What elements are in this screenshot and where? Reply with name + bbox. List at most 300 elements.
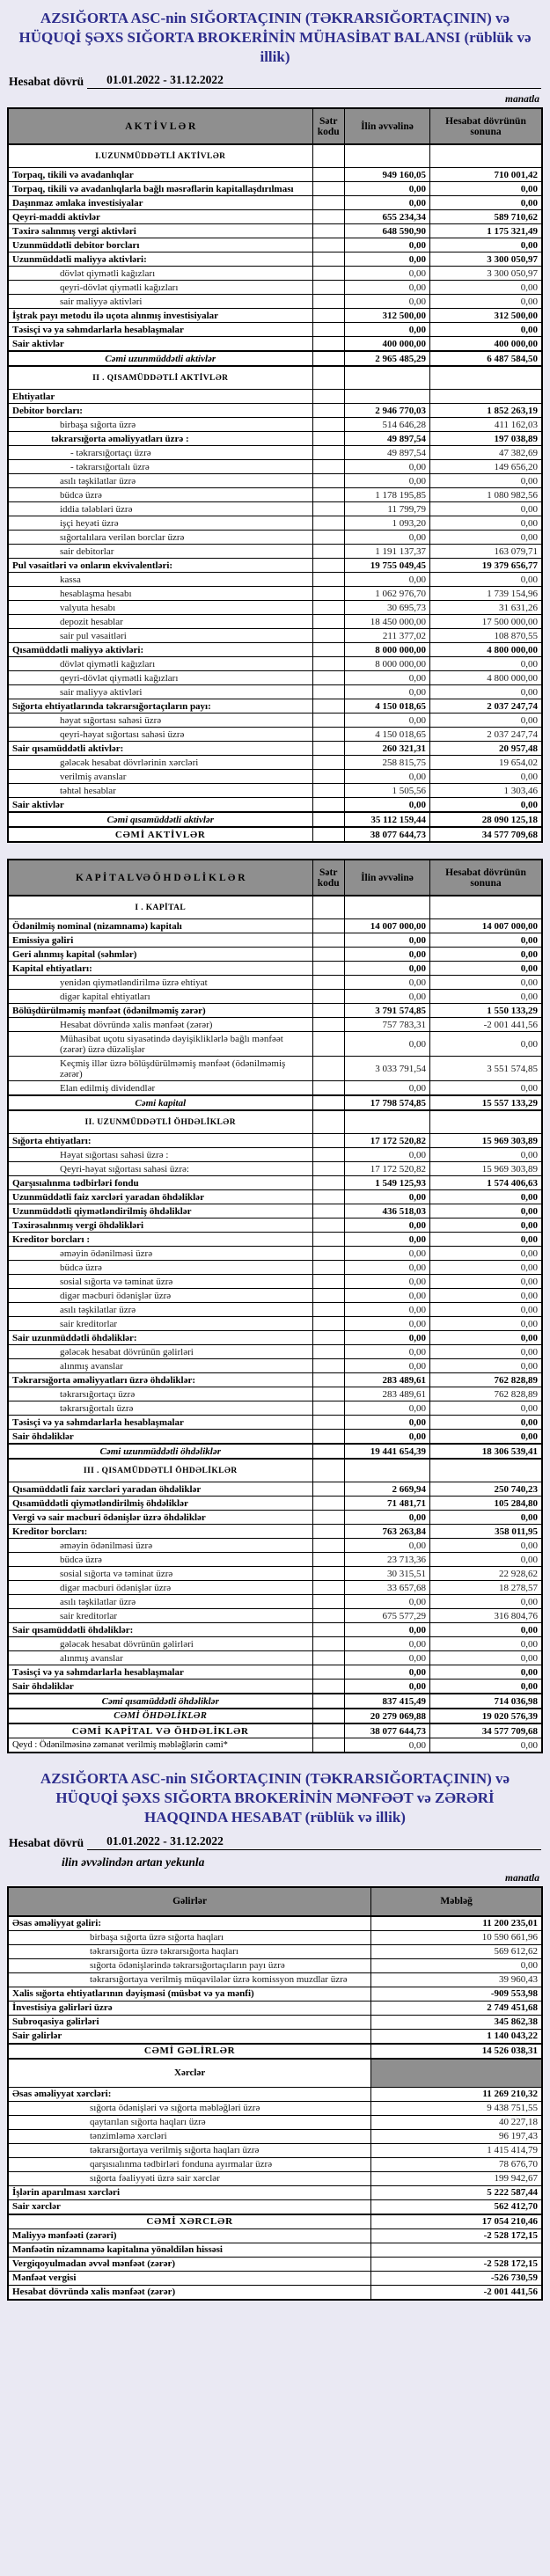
row-label: Qeyri-maddi aktivlər — [8, 210, 312, 224]
table-row — [8, 2228, 542, 2243]
row-value: 0,00 — [344, 1430, 429, 1445]
table-row — [8, 1359, 542, 1373]
row-value — [430, 896, 542, 919]
table-row — [8, 1331, 542, 1345]
row-value: 31 631,26 — [430, 601, 542, 615]
assets-header-code: Sətr kodu — [312, 108, 344, 144]
row-value — [430, 1110, 542, 1134]
row-value — [312, 1511, 344, 1525]
row-label: Ödənilmiş nominal (nizamnamə) kapitalı — [8, 919, 312, 933]
row-value: 0,00 — [344, 531, 429, 545]
row-value: 2 749 451,68 — [371, 2001, 542, 2015]
row-label: CƏMİ ÖHDƏLİKLƏR — [8, 1709, 312, 1723]
row-label: Cəmi uzunmüddətli aktivlər — [8, 351, 312, 366]
capital-header-start: İlin əvvəlinə — [344, 860, 429, 896]
table-row — [8, 1930, 542, 1944]
row-label: qaytarılan sığorta haqları üzrə — [8, 2115, 371, 2129]
row-value: 17 172 520,82 — [344, 1162, 429, 1176]
table-row — [8, 1110, 542, 1134]
row-label: Cəmi kapital — [8, 1095, 312, 1110]
table-row — [8, 2185, 542, 2199]
row-value: 105 284,80 — [430, 1497, 542, 1511]
row-value: 0,00 — [344, 1218, 429, 1233]
table-row — [8, 2257, 542, 2271]
row-value — [312, 1373, 344, 1387]
row-label: İştrak payı metodu ilə uçota alınmış investisiyalar — [8, 309, 312, 323]
row-value — [312, 1148, 344, 1162]
row-label: Ehtiyatlar — [8, 390, 312, 404]
row-label: əməyin ödənilməsi üzrə — [8, 1539, 312, 1553]
row-label: büdcə üzrə — [8, 488, 312, 502]
row-label: Debitor borcları: — [8, 404, 312, 418]
row-value — [312, 1553, 344, 1567]
row-value: 0,00 — [430, 1233, 542, 1247]
row-value — [312, 1359, 344, 1373]
table-row — [8, 976, 542, 990]
row-value: 35 112 159,44 — [344, 812, 429, 827]
table-row — [8, 699, 542, 714]
row-value — [312, 1275, 344, 1289]
row-label: CƏMİ AKTİVLƏR — [8, 827, 312, 842]
capital-header-label: K A P İ T A L VƏ Ö H D Ə L İ K L Ə R — [8, 860, 312, 896]
row-value — [344, 144, 429, 168]
row-value: 38 077 644,73 — [344, 1723, 429, 1738]
table-row — [8, 827, 542, 842]
table-row — [8, 337, 542, 352]
row-value — [312, 657, 344, 671]
row-value: 19 020 576,39 — [430, 1709, 542, 1723]
currency-note-2: manatla — [505, 1872, 539, 1884]
row-value: 250 740,23 — [430, 1482, 542, 1497]
table-row — [8, 2029, 542, 2044]
row-label: sığorta ödənişlərində təkrarsığortaçıların payı üzrə — [8, 1958, 371, 1972]
table-row — [8, 210, 542, 224]
report-period-underline-2 — [87, 1834, 541, 1850]
row-value: 5 222 587,44 — [371, 2185, 542, 2199]
row-value — [312, 1057, 344, 1081]
row-value: 71 481,71 — [344, 1497, 429, 1511]
table-row — [8, 615, 542, 629]
row-value: 0,00 — [344, 1247, 429, 1261]
table-row — [8, 896, 542, 919]
row-value — [312, 629, 344, 643]
row-value — [312, 933, 344, 948]
row-label: III . QISAMÜDDƏTLİ ÖHDƏLİKLƏR — [8, 1459, 312, 1482]
table-row — [8, 1317, 542, 1331]
income-header-label: Gəlirlər — [8, 1887, 371, 1916]
row-value: 283 489,61 — [344, 1373, 429, 1387]
row-value — [312, 798, 344, 813]
row-value: 3 791 574,85 — [344, 1004, 429, 1018]
row-value: 19 441 654,39 — [344, 1444, 429, 1459]
row-label: əməyin ödənilməsi üzrə — [8, 1247, 312, 1261]
table-row — [8, 1459, 542, 1482]
row-label: Hesabat dövründə xalis mənfəət (zərər) — [8, 2285, 371, 2300]
table-row — [8, 1430, 542, 1445]
table-row — [8, 351, 542, 366]
row-value — [312, 488, 344, 502]
row-value: 312 500,00 — [344, 309, 429, 323]
report-period-label: Hesabat dövrü — [9, 75, 84, 89]
row-value: 0,00 — [344, 1317, 429, 1331]
capital-liabilities-table — [7, 859, 543, 1753]
row-value: 49 897,54 — [344, 446, 429, 460]
table-row — [8, 238, 542, 252]
row-label: Təsisçi və ya səhmdarlarla hesablaşmalar — [8, 1665, 312, 1680]
row-value — [344, 390, 429, 404]
row-value: 0,00 — [344, 252, 429, 267]
table-row — [8, 460, 542, 474]
row-value — [312, 827, 344, 842]
row-value: 0,00 — [344, 1261, 429, 1275]
row-label: İşlərin aparılması xərcləri — [8, 2185, 371, 2199]
row-value: 49 897,54 — [344, 432, 429, 446]
row-value: 0,00 — [344, 1081, 429, 1096]
row-label: II. UZUNMÜDDƏTLİ ÖHDƏLİKLƏR — [8, 1110, 312, 1134]
row-label: Keçmiş illər üzrə bölüşdürülməmiş mənfəət (ödənilməmiş zərər) — [8, 1057, 312, 1081]
row-label: sosial sığorta və təminat üzrə — [8, 1567, 312, 1581]
row-value: 0,00 — [430, 990, 542, 1004]
row-label: Subroqasiya gəlirləri — [8, 2015, 371, 2029]
assets-header-label: A K T İ V L Ə R — [8, 108, 312, 144]
row-label: asılı təşkilatlar üzrə — [8, 474, 312, 488]
row-label: Emissiya gəliri — [8, 933, 312, 948]
row-label: tənzimləmə xərcləri — [8, 2129, 371, 2143]
table-row — [8, 404, 542, 418]
row-value: 18 306 539,41 — [430, 1444, 542, 1459]
table-row — [8, 685, 542, 699]
row-value: 0,00 — [344, 990, 429, 1004]
table-row — [8, 1553, 542, 1567]
row-value: 20 279 069,88 — [344, 1709, 429, 1723]
row-value — [312, 728, 344, 742]
row-value: 3 300 050,97 — [430, 267, 542, 281]
section-gap — [7, 1753, 543, 1766]
row-value — [312, 474, 344, 488]
row-value — [312, 390, 344, 404]
row-value: 17 054 210,46 — [371, 2214, 542, 2229]
row-label: CƏMİ GƏLİRLƏR — [8, 2044, 371, 2059]
table-row — [8, 2101, 542, 2115]
capital-header-code: Sətr kodu — [312, 860, 344, 896]
row-label: sığorta fəaliyyəti üzrə sair xərclər — [8, 2171, 371, 2185]
row-value: 1 062 976,70 — [344, 587, 429, 601]
row-value: 0,00 — [344, 1331, 429, 1345]
row-value — [312, 1444, 344, 1459]
row-label: Əsas əməliyyat xərcləri: — [8, 2087, 371, 2101]
row-label: I.UZUNMÜDDƏTLİ AKTİVLƏR — [8, 144, 312, 168]
table-row — [8, 1651, 542, 1665]
report-period — [9, 73, 541, 89]
row-value — [344, 1459, 429, 1482]
row-value — [312, 404, 344, 418]
row-value: 345 862,38 — [371, 2015, 542, 2029]
row-value: 949 160,05 — [344, 168, 429, 182]
row-value: 22 928,62 — [430, 1567, 542, 1581]
row-value — [312, 1110, 344, 1134]
row-value: 0,00 — [430, 1247, 542, 1261]
row-value: 1 093,20 — [344, 516, 429, 531]
table-row — [8, 1972, 542, 1987]
row-value: 648 590,90 — [344, 224, 429, 238]
table-row — [8, 144, 542, 168]
row-value: 655 234,34 — [344, 210, 429, 224]
row-value — [312, 742, 344, 756]
row-value: 2 946 770,03 — [344, 404, 429, 418]
row-label: dövlət qiymətli kağızları — [8, 657, 312, 671]
row-label: büdcə üzrə — [8, 1261, 312, 1275]
report-period-underline — [87, 73, 541, 89]
table-row — [8, 1261, 542, 1275]
row-label: digər kapital ehtiyatları — [8, 990, 312, 1004]
row-value — [312, 1497, 344, 1511]
row-label: dövlət qiymətli kağızları — [8, 267, 312, 281]
row-value: 20 957,48 — [430, 742, 542, 756]
report-period-label-2: Hesabat dövrü — [9, 1835, 84, 1849]
row-value: 0,00 — [344, 1738, 429, 1753]
row-value: 4 150 018,65 — [344, 728, 429, 742]
row-label: sosial sığorta və təminat üzrə — [8, 1275, 312, 1289]
row-value: 10 590 661,96 — [371, 1930, 542, 1944]
table-row — [8, 573, 542, 587]
row-label: Mühasibat uçotu siyasətində dəyişikliklərlə bağlı mənfəət (zərər) üzrə düzəlişlər — [8, 1032, 312, 1057]
row-value: 0,00 — [430, 516, 542, 531]
row-label: Təkrarsığorta əməliyyatları üzrə öhdəliklər: — [8, 1373, 312, 1387]
row-value: 9 438 751,55 — [371, 2101, 542, 2115]
row-value: 78 676,70 — [371, 2157, 542, 2171]
table-row — [8, 516, 542, 531]
row-value: 0,00 — [430, 474, 542, 488]
row-value — [344, 366, 429, 390]
row-value: 260 321,31 — [344, 742, 429, 756]
row-value: 4 150 018,65 — [344, 699, 429, 714]
row-value — [312, 714, 344, 728]
table-row — [8, 2243, 542, 2257]
row-value — [312, 990, 344, 1004]
table-row — [8, 784, 542, 798]
table-row — [8, 1444, 542, 1459]
row-value: 837 415,49 — [344, 1694, 429, 1709]
row-value — [312, 1331, 344, 1345]
row-value: 411 162,03 — [430, 418, 542, 432]
row-label: Bölüşdürülməmiş mənfəət (ödənilməmiş zərər) — [8, 1004, 312, 1018]
row-value: 28 090 125,18 — [430, 812, 542, 827]
row-label: verilmiş avanslar — [8, 770, 312, 784]
row-value — [312, 685, 344, 699]
row-value: 436 518,03 — [344, 1204, 429, 1218]
row-value: 1 303,46 — [430, 784, 542, 798]
table-row — [8, 1916, 542, 1931]
row-value: 14 007 000,00 — [430, 919, 542, 933]
row-value: -526 730,59 — [371, 2271, 542, 2285]
table-row — [8, 1247, 542, 1261]
capital-table-header — [8, 860, 542, 896]
row-value — [312, 1176, 344, 1190]
row-value — [312, 323, 344, 337]
table-row — [8, 1525, 542, 1539]
table-row — [8, 1723, 542, 1738]
row-label: həyat sığortası sahəsi üzrə — [8, 714, 312, 728]
table-row — [8, 2015, 542, 2029]
table-row — [8, 196, 542, 210]
row-label: Qeyri-həyat sığortası sahəsi üzrə: — [8, 1162, 312, 1176]
table-row — [8, 1018, 542, 1032]
row-value: 0,00 — [344, 948, 429, 962]
table-row — [8, 1709, 542, 1723]
row-value: 15 969 303,89 — [430, 1162, 542, 1176]
row-value — [312, 1289, 344, 1303]
row-value: 562 412,70 — [371, 2199, 542, 2214]
row-value: 0,00 — [344, 1680, 429, 1694]
row-value: 11 200 235,01 — [371, 1916, 542, 1931]
row-value: 0,00 — [344, 714, 429, 728]
table-row — [8, 1623, 542, 1637]
table-row — [8, 1176, 542, 1190]
row-value: 0,00 — [430, 238, 542, 252]
table-row — [8, 1944, 542, 1958]
row-value — [312, 1303, 344, 1317]
row-value: 0,00 — [430, 1261, 542, 1275]
row-value: 0,00 — [430, 1289, 542, 1303]
row-value: 3 033 791,54 — [344, 1057, 429, 1081]
row-value: 19 654,02 — [430, 756, 542, 770]
row-label: işçi heyəti üzrə — [8, 516, 312, 531]
row-value — [312, 351, 344, 366]
row-value: 17 500 000,00 — [430, 615, 542, 629]
row-value: 283 489,61 — [344, 1387, 429, 1401]
table-row — [8, 281, 542, 295]
table-row — [8, 919, 542, 933]
row-value: 1 739 154,96 — [430, 587, 542, 601]
row-label: sair debitorlar — [8, 545, 312, 559]
table-row — [8, 168, 542, 182]
table-row — [8, 224, 542, 238]
row-label: alınmış avanslar — [8, 1651, 312, 1665]
row-value — [312, 1387, 344, 1401]
row-value: 39 960,43 — [371, 1972, 542, 1987]
row-value: 0,00 — [430, 685, 542, 699]
table-row — [8, 1387, 542, 1401]
row-value: 0,00 — [430, 1401, 542, 1416]
row-value — [312, 1018, 344, 1032]
row-value — [312, 1609, 344, 1623]
table-row — [8, 948, 542, 962]
report-period-value-2: 01.01.2022 - 31.12.2022 — [106, 1833, 224, 1848]
row-value: 0,00 — [344, 671, 429, 685]
row-value — [312, 1680, 344, 1694]
row-value: 2 037 247,74 — [430, 699, 542, 714]
table-row — [8, 1416, 542, 1430]
row-value — [312, 516, 344, 531]
table-row — [8, 1637, 542, 1651]
row-label: sair pul vəsaitləri — [8, 629, 312, 643]
balance-sheet-title: AZSIĞORTA ASC-nin SIĞORTAÇININ (TƏKRARSIĞORTAÇININ) və HÜQUQİ ŞƏXS SIĞORTA BROKERİNİN MÜHASİBAT BALANSI (rüblük və illik) — [18, 10, 532, 65]
table-row — [8, 488, 542, 502]
row-value — [312, 196, 344, 210]
row-value — [312, 168, 344, 182]
table-row — [8, 1190, 542, 1204]
row-label: gələcək hesabat dövrünün gəlirləri — [8, 1637, 312, 1651]
row-label: qeyri-dövlət qiymətli kağızları — [8, 671, 312, 685]
row-label: iddia tələbləri üzrə — [8, 502, 312, 516]
row-value — [312, 1004, 344, 1018]
row-label: birbaşa sığorta üzrə — [8, 418, 312, 432]
row-value — [312, 1233, 344, 1247]
row-value: 0,00 — [430, 1665, 542, 1680]
row-value — [312, 756, 344, 770]
income-header-amount: Məbləğ — [371, 1887, 542, 1916]
table-row — [8, 1987, 542, 2001]
table-row — [8, 798, 542, 813]
row-label: birbaşa sığorta üzrə sığorta haqları — [8, 1930, 371, 1944]
row-label: Torpaq, tikili və avadanlıqlarla bağlı məsrəflərin kapitallaşdırılması — [8, 182, 312, 196]
row-label: təhtəl hesablar — [8, 784, 312, 798]
row-value — [312, 559, 344, 573]
row-value: 15 557 133,29 — [430, 1095, 542, 1110]
table-row — [8, 252, 542, 267]
row-value: 15 969 303,89 — [430, 1134, 542, 1148]
row-value: 0,00 — [344, 573, 429, 587]
row-value: 1 140 043,22 — [371, 2029, 542, 2044]
row-value — [312, 1401, 344, 1416]
row-value — [312, 573, 344, 587]
table-row — [8, 1738, 542, 1753]
table-row — [8, 756, 542, 770]
row-value: 0,00 — [430, 1651, 542, 1665]
row-value — [312, 224, 344, 238]
row-value: 17 798 574,85 — [344, 1095, 429, 1110]
table-row — [8, 1032, 542, 1057]
row-value: 0,00 — [430, 1032, 542, 1057]
table-row — [8, 1095, 542, 1110]
row-label: Uzunmüddətli debitor borcları — [8, 238, 312, 252]
row-label: Daşınmaz əmlaka investisiyalar — [8, 196, 312, 210]
row-value: 0,00 — [430, 1345, 542, 1359]
row-value: 1 550 133,29 — [430, 1004, 542, 1018]
row-value — [312, 1345, 344, 1359]
row-value: 0,00 — [344, 182, 429, 196]
row-value: 2 965 485,29 — [344, 351, 429, 366]
table-row — [8, 587, 542, 601]
table-row — [8, 1539, 542, 1553]
row-value: 0,00 — [430, 1680, 542, 1694]
row-label: Sair öhdəliklər — [8, 1680, 312, 1694]
row-value — [312, 643, 344, 657]
row-value — [312, 502, 344, 516]
row-value: 0,00 — [344, 1233, 429, 1247]
row-label: gələcək hesabat dövrlərinin xərcləri — [8, 756, 312, 770]
table-row — [8, 1345, 542, 1359]
row-value: 358 011,95 — [430, 1525, 542, 1539]
row-label: Cəmi qısamüddətli öhdəliklər — [8, 1694, 312, 1709]
row-label: Təxirəsalınmış vergi öhdəlikləri — [8, 1218, 312, 1233]
row-value — [312, 1204, 344, 1218]
row-value: 1 175 321,49 — [430, 224, 542, 238]
row-value: 0,00 — [430, 182, 542, 196]
table-row — [8, 601, 542, 615]
row-value: 0,00 — [344, 1275, 429, 1289]
row-value: -909 553,98 — [371, 1987, 542, 2001]
row-label: sığortalılara verilən borclar üzrə — [8, 531, 312, 545]
row-value — [312, 337, 344, 352]
table-row — [8, 933, 542, 948]
row-value: 0,00 — [344, 281, 429, 295]
row-value: 0,00 — [344, 323, 429, 337]
row-value — [312, 446, 344, 460]
row-value: 0,00 — [344, 267, 429, 281]
row-value: 710 001,42 — [430, 168, 542, 182]
row-label: Mənfəətin nizamnamə kapitalına yönəldilən hissəsi — [8, 2243, 371, 2257]
